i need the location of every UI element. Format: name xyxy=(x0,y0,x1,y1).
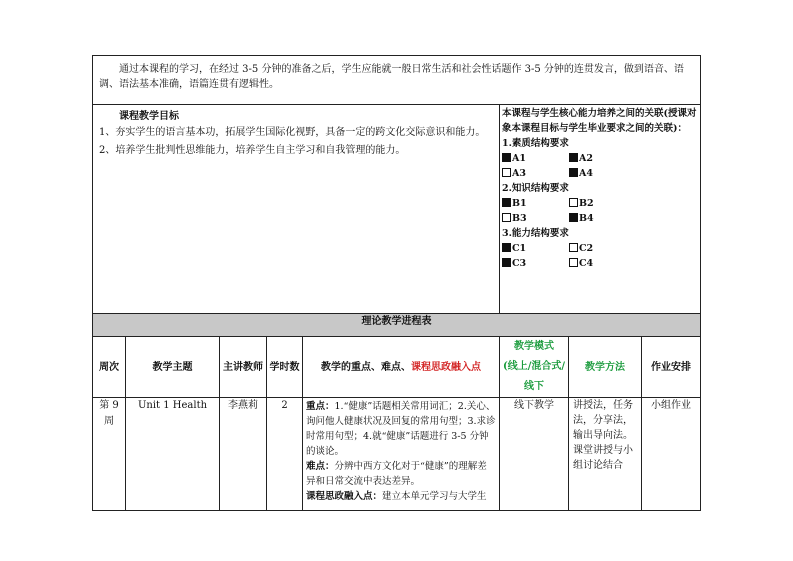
header-teacher: 主讲教师 xyxy=(220,337,267,398)
checked-box-icon[interactable] xyxy=(569,168,578,177)
checkbox-label: A3 xyxy=(512,168,526,179)
row-mode: 线下教学 xyxy=(500,398,569,511)
checked-box-icon[interactable] xyxy=(502,153,511,162)
checkbox-label: B2 xyxy=(579,198,594,209)
header-theme: 教学主题 xyxy=(126,337,220,398)
row-method: 讲授法，任务法，分享法，输出导向法。课堂讲授与小组讨论结合 xyxy=(569,398,642,511)
difficulty-label: 难点： xyxy=(306,461,335,472)
course-goals xyxy=(93,105,500,314)
checkbox-label: B4 xyxy=(579,213,594,224)
ideology-label: 课程思政融入点： xyxy=(306,491,383,502)
goal-item-1: 1、夯实学生的语言基本功，拓展学生国际化视野，具备一定的跨文化交际意识和能力。 xyxy=(99,127,486,138)
difficulty-text: 分辨中西方文化对于“健康”的理解差异和日常交流中表达差异。 xyxy=(306,461,487,487)
checkbox-option-a3[interactable] xyxy=(502,166,569,181)
key-text: 1.“健康”话题相关常用词汇；2.关心、询问他人健康状况及回复的常用句型；3.求诊时常用句型；4.就“健康”话题进行 3-5 分钟的谈论。 xyxy=(306,401,496,457)
checkbox-row xyxy=(502,166,698,181)
row-week: 第 9 周 xyxy=(93,398,126,511)
header-mode-title: 教学模式 xyxy=(514,341,554,352)
row-hours: 2 xyxy=(267,398,303,511)
row-theme: Unit 1 Health xyxy=(126,398,220,511)
header-mode xyxy=(500,337,569,398)
checked-box-icon[interactable] xyxy=(502,258,511,267)
relation-group-heading: 3.能力结构要求 xyxy=(502,228,569,239)
header-key-points xyxy=(303,337,500,398)
unchecked-box-icon[interactable] xyxy=(569,243,578,252)
checked-box-icon[interactable] xyxy=(569,213,578,222)
ideology-text: 建立本单元学习与大学生 xyxy=(382,491,487,502)
checkbox-label: A1 xyxy=(512,153,526,164)
header-hours: 学时数 xyxy=(267,337,303,398)
checkbox-row xyxy=(502,196,698,211)
checked-box-icon[interactable] xyxy=(569,153,578,162)
header-method: 教学方法 xyxy=(569,337,642,398)
row-teacher: 李燕莉 xyxy=(220,398,267,511)
goal-item-2: 2、培养学生批判性思维能力，培养学生自主学习和自我管理的能力。 xyxy=(99,145,406,156)
checkbox-option-b4[interactable] xyxy=(569,211,636,226)
goals-title: 课程教学目标 xyxy=(119,111,179,122)
relation-group-heading: 2.知识结构要求 xyxy=(502,183,569,194)
relation-group-heading: 1.素质结构要求 xyxy=(502,138,569,149)
header-homework: 作业安排 xyxy=(642,337,701,398)
checkbox-label: B1 xyxy=(512,198,527,209)
checkbox-row xyxy=(502,151,698,166)
checked-box-icon[interactable] xyxy=(502,243,511,252)
checkbox-label: C3 xyxy=(512,258,527,269)
header-mode-options: (线上/混合式/线下 xyxy=(502,361,566,392)
table-row xyxy=(93,398,701,511)
checkbox-label: A2 xyxy=(579,153,593,164)
checkbox-label: C1 xyxy=(512,243,527,254)
header-ideology-label: 课程思政融入点 xyxy=(411,361,481,373)
checkbox-label: B3 xyxy=(512,213,527,224)
key-label: 重点： xyxy=(306,401,335,412)
row-content xyxy=(303,398,500,511)
intro-text: 通过本课程的学习，在经过 3-5 分钟的准备之后，学生应能就一般日常生活和社会性话题作 3-5 分钟的连贯发言，做到语音、语调、语法基本准确，语篇连贯有逻辑性。 xyxy=(93,56,701,105)
checkbox-option-c3[interactable] xyxy=(502,256,569,271)
checkbox-label: C4 xyxy=(579,258,594,269)
checkbox-label: C2 xyxy=(579,243,594,254)
checkbox-row xyxy=(502,256,698,271)
checkbox-option-c1[interactable] xyxy=(502,241,569,256)
checkbox-option-b3[interactable] xyxy=(502,211,569,226)
checked-box-icon[interactable] xyxy=(502,198,511,207)
checkbox-option-b2[interactable] xyxy=(569,196,636,211)
checkbox-label: A4 xyxy=(579,168,593,179)
competency-relation xyxy=(500,105,701,314)
unchecked-box-icon[interactable] xyxy=(502,168,511,177)
header-week: 周次 xyxy=(93,337,126,398)
section-title: 理论教学进程表 xyxy=(93,314,701,337)
unchecked-box-icon[interactable] xyxy=(569,258,578,267)
checkbox-option-a1[interactable] xyxy=(502,151,569,166)
row-homework: 小组作业 xyxy=(642,398,701,511)
relation-title: 本课程与学生核心能力培养之间的关联(授课对象本课程目标与学生毕业要求之间的关联)： xyxy=(502,108,697,134)
checkbox-row xyxy=(502,241,698,256)
checkbox-option-c4[interactable] xyxy=(569,256,636,271)
checkbox-row xyxy=(502,211,698,226)
course-table xyxy=(92,55,701,511)
checkbox-option-a2[interactable] xyxy=(569,151,636,166)
checkbox-option-b1[interactable] xyxy=(502,196,569,211)
checkbox-option-c2[interactable] xyxy=(569,241,636,256)
header-key-points-label: 教学的重点、难点、 xyxy=(321,361,411,373)
checkbox-option-a4[interactable] xyxy=(569,166,636,181)
unchecked-box-icon[interactable] xyxy=(502,213,511,222)
unchecked-box-icon[interactable] xyxy=(569,198,578,207)
